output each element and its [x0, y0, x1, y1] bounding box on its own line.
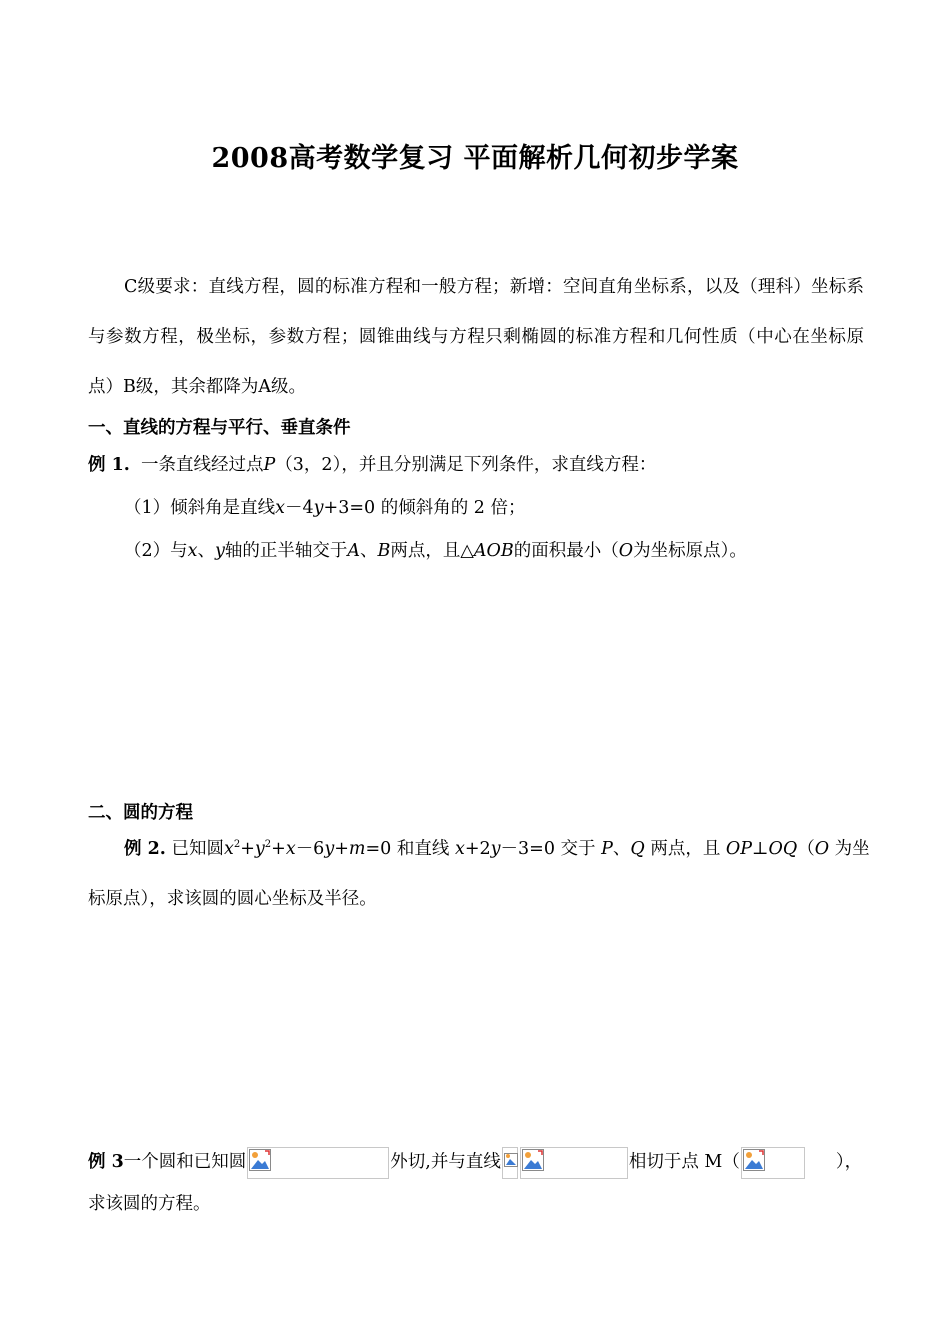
broken-image-icon: [520, 1147, 628, 1179]
broken-image-icon: [741, 1147, 805, 1179]
example-2-line-1: 例 2. 已知圆$x^2+y^2+x-6y+m=0$ 和直线 x+2y－3=0 交于 P、Q 两点，且 OP⊥OQ（O 为坐: [124, 839, 870, 859]
section-heading-lines: 一、直线的方程与平行、垂直条件: [88, 418, 351, 438]
page-title: 2008高考数学复习 平面解析几何初步学案: [211, 143, 739, 174]
example-1-label: 例 1.: [88, 455, 130, 475]
example-2-label: 例 2.: [124, 839, 166, 859]
intro-paragraph: C级要求：直线方程，圆的标准方程和一般方程；新增：空间直角坐标系，以及（理科）坐标系与参数方程，极坐标，参数方程；圆锥曲线与方程只剩椭圆的标准方程和几何性质（中心在坐标原点）B级，其余都降为A级。: [88, 277, 864, 397]
example-3-line-2: 求该圆的方程。: [88, 1194, 211, 1214]
section-heading-circle: 二、圆的方程: [88, 803, 193, 823]
example-1-question-2: （2）与x、y轴的正半轴交于A、B两点，且△AOB的面积最小（O为坐标原点）。: [124, 541, 747, 561]
broken-image-icon: [247, 1147, 389, 1179]
example-3-label: 例 3: [88, 1152, 124, 1172]
example-1-question-1: （1）倾斜角是直线x－4y+3=0 的倾斜角的 2 倍；: [124, 498, 526, 518]
example-3-line-1: 例 3一个圆和已知圆 外切,并与直线 相切于点 M（ ），: [88, 1146, 862, 1179]
broken-image-icon: [502, 1147, 518, 1179]
example-2-line-2: 标原点），求该圆的圆心坐标及半径。: [88, 889, 377, 909]
example-1-stem: 例 1. 一条直线经过点P（3，2），并且分别满足下列条件，求直线方程：: [88, 455, 657, 475]
